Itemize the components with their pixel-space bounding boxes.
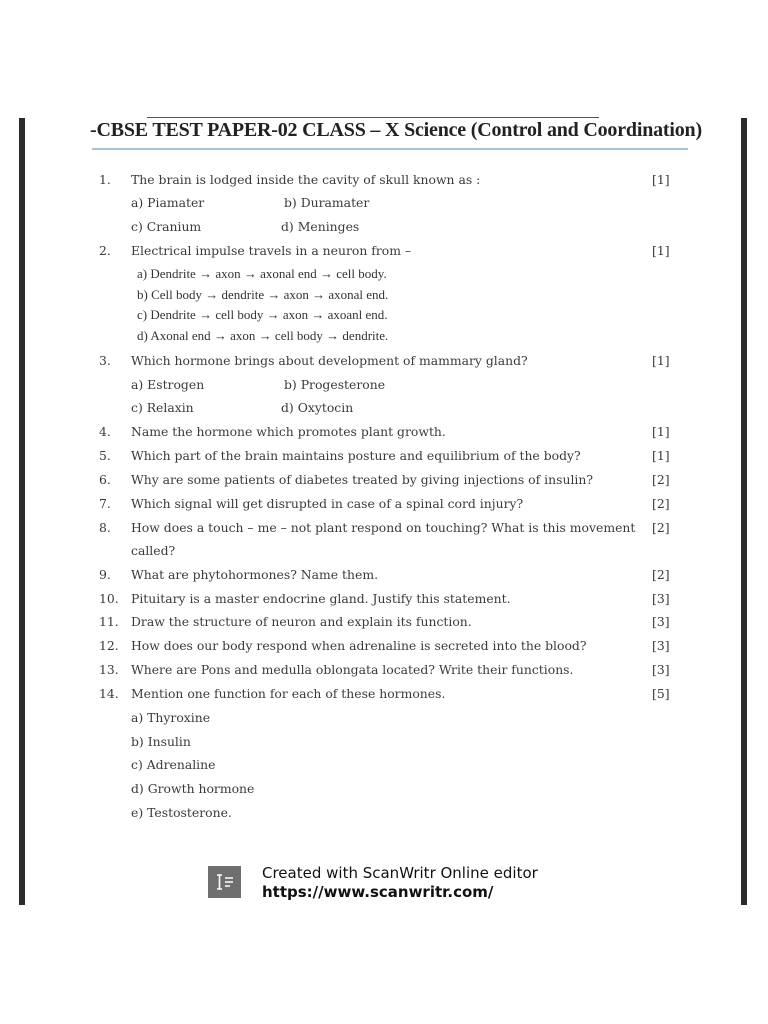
scanwritr-logo-icon bbox=[208, 866, 241, 898]
question-number: 5. bbox=[99, 448, 111, 463]
question-text: What are phytohormones? Name them. bbox=[131, 567, 379, 582]
option-a: a) Piamater bbox=[131, 195, 205, 210]
option-d: d) Meninges bbox=[281, 219, 360, 234]
question-number: 2. bbox=[99, 243, 111, 258]
question-number: 6. bbox=[99, 472, 111, 487]
option-c: c) Cranium bbox=[131, 219, 202, 234]
question-text: Draw the structure of neuron and explain its function. bbox=[131, 614, 472, 629]
question-text: Which signal will get disrupted in case of a spinal cord injury? bbox=[131, 496, 524, 511]
question-marks: [1] bbox=[652, 353, 670, 368]
question-marks: [3] bbox=[652, 638, 670, 653]
question-text: Mention one function for each of these hormones. bbox=[131, 686, 446, 701]
question-text: Which hormone brings about development of mammary gland? bbox=[131, 353, 528, 368]
option-d: d) Axonal end → axon → cell body → dendrite. bbox=[137, 328, 389, 343]
question-marks: [1] bbox=[652, 172, 670, 187]
option-d: d) Oxytocin bbox=[281, 400, 354, 415]
option-b: b) Insulin bbox=[131, 734, 191, 749]
option-a: a) Dendrite → axon → axonal end → cell body. bbox=[137, 266, 387, 281]
page-border-left bbox=[19, 118, 25, 905]
question-text: How does our body respond when adrenaline is secreted into the blood? bbox=[131, 638, 587, 653]
question-marks: [5] bbox=[652, 686, 670, 701]
question-marks: [3] bbox=[652, 614, 670, 629]
question-text: Name the hormone which promotes plant growth. bbox=[131, 424, 446, 439]
footer-created-with: Created with ScanWritr Online editor bbox=[262, 864, 538, 882]
question-number: 11. bbox=[99, 614, 119, 629]
question-text: Which part of the brain maintains posture and equilibrium of the body? bbox=[131, 448, 581, 463]
question-marks: [1] bbox=[652, 243, 670, 258]
question-text-continued: called? bbox=[131, 543, 176, 558]
question-number: 3. bbox=[99, 353, 111, 368]
question-marks: [1] bbox=[652, 424, 670, 439]
question-text: Where are Pons and medulla oblongata located? Write their functions. bbox=[131, 662, 574, 677]
question-marks: [2] bbox=[652, 472, 670, 487]
question-text: How does a touch – me – not plant respond on touching? What is this movement bbox=[131, 520, 636, 535]
title-underline bbox=[92, 148, 688, 150]
option-c: c) Dendrite → cell body → axon → axoanl end. bbox=[137, 307, 388, 322]
question-number: 13. bbox=[99, 662, 119, 677]
option-b: b) Cell body → dendrite → axon → axonal end. bbox=[137, 287, 389, 302]
footer-url-link[interactable]: https://www.scanwritr.com/ bbox=[262, 883, 494, 901]
question-number: 7. bbox=[99, 496, 111, 511]
option-a: a) Estrogen bbox=[131, 377, 205, 392]
question-number: 10. bbox=[99, 591, 119, 606]
header-top-line bbox=[147, 117, 599, 118]
question-text: Why are some patients of diabetes treated by giving injections of insulin? bbox=[131, 472, 593, 487]
question-number: 8. bbox=[99, 520, 111, 535]
question-number: 4. bbox=[99, 424, 111, 439]
question-text: The brain is lodged inside the cavity of skull known as : bbox=[131, 172, 481, 187]
question-marks: [3] bbox=[652, 591, 670, 606]
question-marks: [2] bbox=[652, 520, 670, 535]
question-marks: [2] bbox=[652, 567, 670, 582]
page-border-right bbox=[741, 118, 747, 905]
option-b: b) Progesterone bbox=[284, 377, 386, 392]
question-number: 12. bbox=[99, 638, 119, 653]
option-b: b) Duramater bbox=[284, 195, 370, 210]
question-marks: [2] bbox=[652, 496, 670, 511]
question-number: 9. bbox=[99, 567, 111, 582]
option-a: a) Thyroxine bbox=[131, 710, 211, 725]
question-number: 1. bbox=[99, 172, 111, 187]
page-title: -CBSE TEST PAPER-02 CLASS – X Science (Control and Coordination) bbox=[90, 119, 702, 141]
option-e: e) Testosterone. bbox=[131, 805, 232, 820]
question-number: 14. bbox=[99, 686, 119, 701]
option-d: d) Growth hormone bbox=[131, 781, 255, 796]
option-c: c) Adrenaline bbox=[131, 757, 216, 772]
question-marks: [1] bbox=[652, 448, 670, 463]
question-text: Electrical impulse travels in a neuron from – bbox=[131, 243, 412, 258]
question-text: Pituitary is a master endocrine gland. Justify this statement. bbox=[131, 591, 511, 606]
question-marks: [3] bbox=[652, 662, 670, 677]
option-c: c) Relaxin bbox=[131, 400, 194, 415]
